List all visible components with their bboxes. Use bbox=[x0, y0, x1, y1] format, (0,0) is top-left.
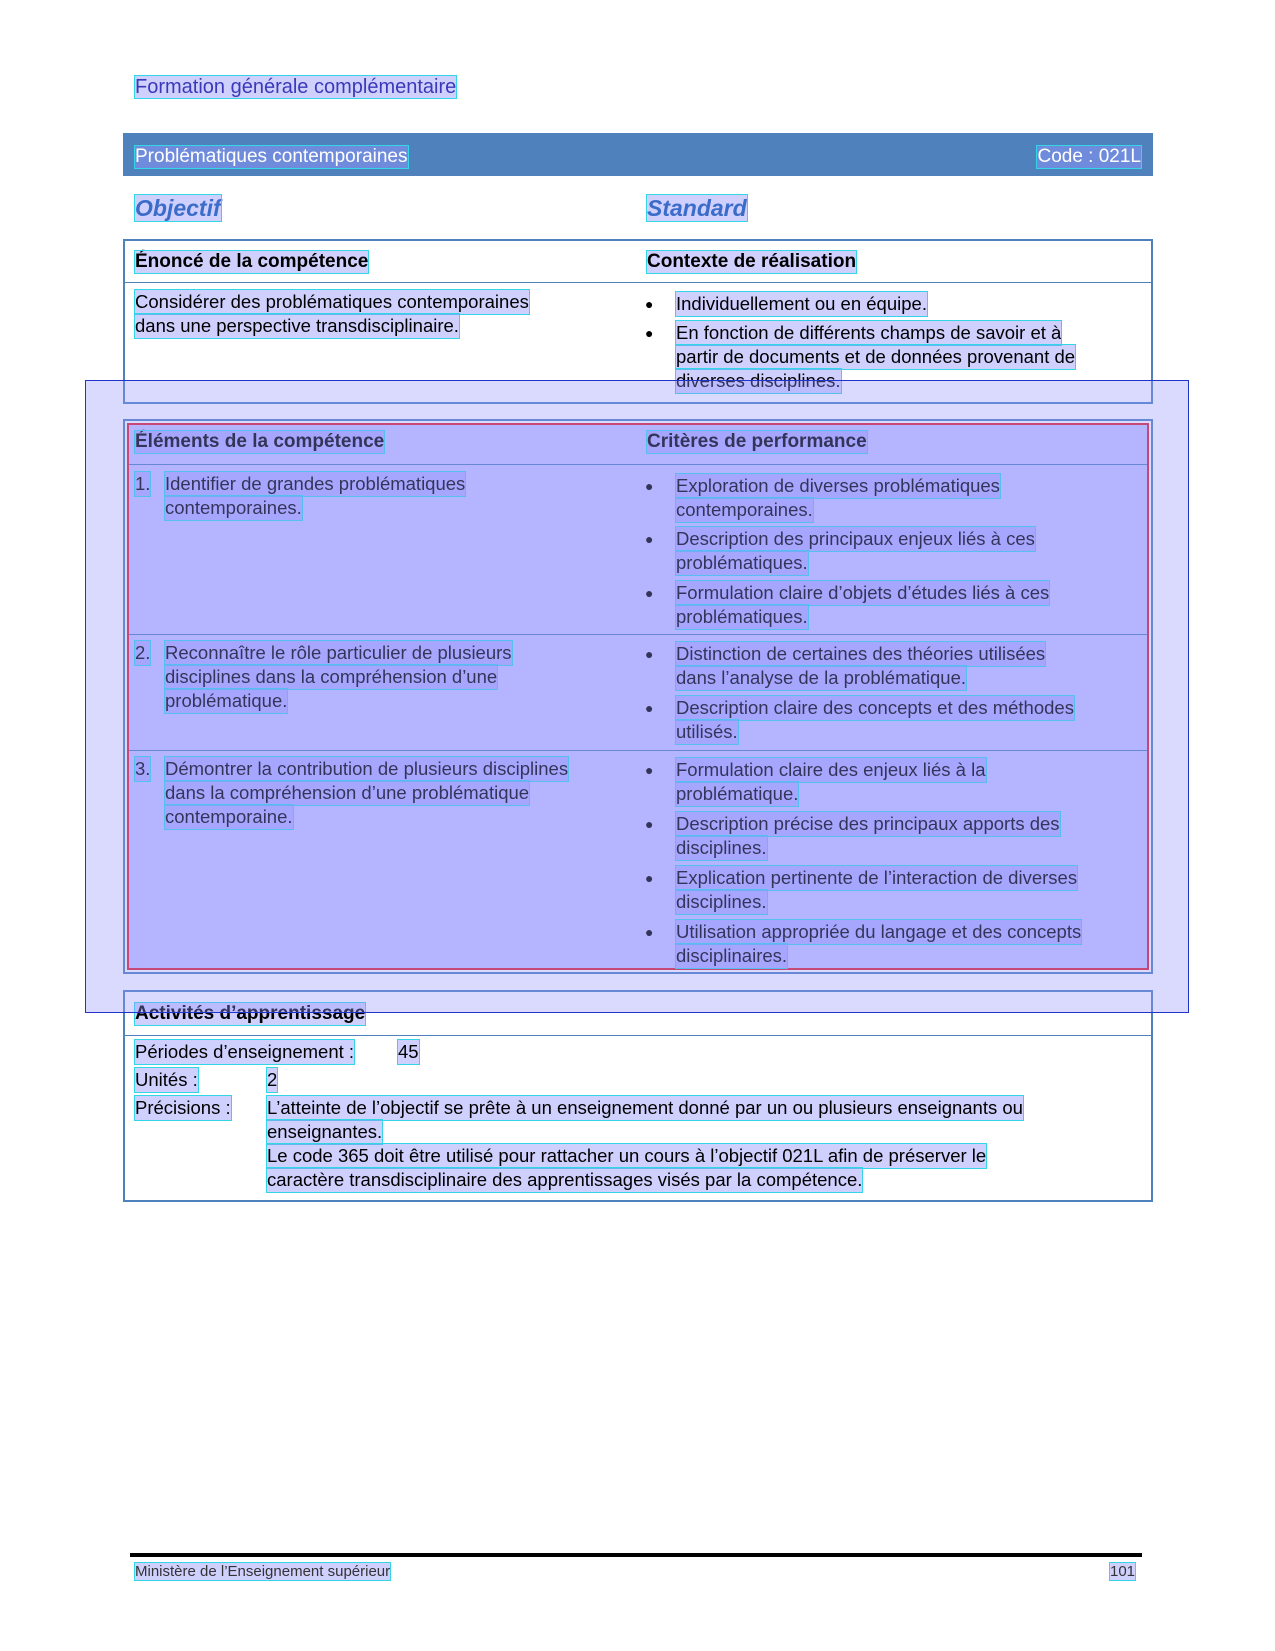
enonce-line: dans une perspective transdisciplinaire. bbox=[135, 315, 459, 336]
critere-line: Description précise des principaux apports des bbox=[676, 813, 1060, 834]
critere-line: Formulation claire d’objets d’études liés à ces bbox=[676, 582, 1050, 603]
top-title: Formation générale complémentaire bbox=[135, 76, 457, 98]
critere-line: Utilisation appropriée du langage et des concepts bbox=[676, 921, 1082, 942]
critere-line: problématiques. bbox=[676, 552, 808, 573]
bullet-icon: ● bbox=[645, 700, 654, 716]
critere-line: problématiques. bbox=[676, 606, 808, 627]
periodes-label: Périodes d’enseignement : bbox=[135, 1041, 355, 1062]
unites-label: Unités : bbox=[135, 1069, 198, 1090]
bullet-icon: ● bbox=[645, 325, 654, 341]
page-number: 101 bbox=[1110, 1563, 1136, 1580]
critere-line: disciplines. bbox=[676, 891, 767, 912]
contexte-line: partir de documents et de données provenant de bbox=[676, 346, 1076, 367]
bullet-icon: ● bbox=[645, 531, 654, 547]
contexte-line: Individuellement ou en équipe. bbox=[676, 293, 927, 314]
critere-line: contemporaines. bbox=[676, 499, 813, 520]
activites-header: Activités d’apprentissage bbox=[135, 1003, 366, 1024]
element-number: 3. bbox=[135, 758, 151, 779]
element-line: disciplines dans la compréhension d’une bbox=[165, 666, 498, 687]
bullet-icon: ● bbox=[645, 924, 654, 940]
critere-line: Distinction de certaines des théories utilisées bbox=[676, 643, 1046, 664]
bullet-icon: ● bbox=[645, 762, 654, 778]
elements-header: Éléments de la compétence bbox=[135, 431, 385, 452]
critere-line: utilisés. bbox=[676, 721, 738, 742]
element-number: 2. bbox=[135, 642, 151, 663]
bullet-icon: ● bbox=[645, 646, 654, 662]
element-line: Identifier de grandes problématiques bbox=[165, 473, 466, 494]
enonce-line: Considérer des problématiques contemporaines bbox=[135, 291, 529, 312]
contexte-line: diverses disciplines. bbox=[676, 370, 841, 391]
critere-line: Explication pertinente de l’interaction de diverses bbox=[676, 867, 1078, 888]
critere-line: dans l’analyse de la problématique. bbox=[676, 667, 967, 688]
bullet-icon: ● bbox=[645, 478, 654, 494]
element-line: problématique. bbox=[165, 690, 288, 711]
precisions-line: L’atteinte de l’objectif se prête à un enseignement donné par un ou plusieurs enseignants ou bbox=[267, 1097, 1023, 1118]
critere-line: Description claire des concepts et des méthodes bbox=[676, 697, 1074, 718]
enonce-header: Énoncé de la compétence bbox=[135, 251, 369, 272]
element-line: Reconnaître le rôle particulier de plusieurs bbox=[165, 642, 512, 663]
element-number: 1. bbox=[135, 473, 151, 494]
bullet-icon: ● bbox=[645, 296, 654, 312]
precisions-label: Précisions : bbox=[135, 1097, 231, 1118]
critere-line: disciplinaires. bbox=[676, 945, 788, 966]
bullet-icon: ● bbox=[645, 870, 654, 886]
banner-title: Problématiques contemporaines bbox=[135, 146, 408, 167]
critere-line: disciplines. bbox=[676, 837, 767, 858]
unites-value: 2 bbox=[267, 1069, 278, 1090]
contexte-header: Contexte de réalisation bbox=[647, 251, 857, 272]
critere-line: Description des principaux enjeux liés à ces bbox=[676, 528, 1035, 549]
element-line: Démontrer la contribution de plusieurs disciplines bbox=[165, 758, 569, 779]
element-line: dans la compréhension d’une problématique bbox=[165, 782, 530, 803]
element-line: contemporaines. bbox=[165, 497, 302, 518]
critere-line: Formulation claire des enjeux liés à la bbox=[676, 759, 986, 780]
critere-line: Exploration de diverses problématiques bbox=[676, 475, 1000, 496]
competence-header-divider bbox=[125, 282, 1151, 283]
standard-heading: Standard bbox=[647, 195, 747, 221]
critere-line: problématique. bbox=[676, 783, 799, 804]
footer-rule bbox=[130, 1553, 1142, 1557]
precisions-line: enseignantes. bbox=[267, 1121, 383, 1142]
element-line: contemporaine. bbox=[165, 806, 293, 827]
selection-overlay bbox=[85, 380, 1189, 1013]
objectif-heading: Objectif bbox=[135, 195, 221, 221]
banner-code: Code : 021L bbox=[1037, 146, 1141, 167]
precisions-line: Le code 365 doit être utilisé pour rattacher un cours à l’objectif 021L afin de préserver le bbox=[267, 1145, 987, 1166]
bullet-icon: ● bbox=[645, 816, 654, 832]
footer-ministry: Ministère de l’Enseignement supérieur bbox=[135, 1563, 391, 1580]
criteres-header: Critères de performance bbox=[647, 431, 867, 452]
bullet-icon: ● bbox=[645, 585, 654, 601]
activites-header-divider bbox=[125, 1035, 1151, 1036]
contexte-line: En fonction de différents champs de savoir et à bbox=[676, 322, 1062, 343]
periodes-value: 45 bbox=[398, 1041, 419, 1062]
precisions-line: caractère transdisciplinaire des apprentissages visés par la compétence. bbox=[267, 1169, 863, 1190]
